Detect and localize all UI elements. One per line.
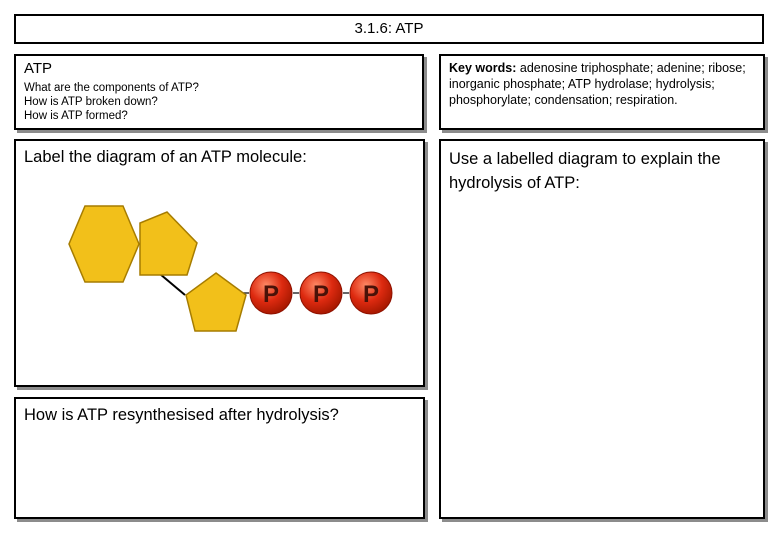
resynthesis-box [14,397,425,519]
keywords-paragraph [449,60,755,108]
glycosidic-bond-line [160,274,185,295]
intro-question: How is ATP formed? [24,110,128,122]
intro-box [14,54,424,130]
keywords-label: Key words: [449,61,517,75]
phosphate-label: P [362,281,380,308]
phosphate-group [250,272,292,314]
hydrolysis-prompt: Use a labelled diagram to explain the hydrolysis of ATP: [449,150,721,192]
atp-molecule-diagram [52,191,402,341]
phosphate-label: P [262,281,280,308]
ribose-pentagon-shape [186,273,246,331]
adenine-pentagon-shape [140,212,197,275]
keywords-box [439,54,765,130]
phosphate-group [350,272,392,314]
intro-question: What are the components of ATP? [24,82,199,94]
diagram-box [14,139,425,387]
diagram-prompt: Label the diagram of an ATP molecule: [24,148,307,166]
hydrolysis-box [439,139,765,519]
intro-question: How is ATP broken down? [24,96,158,108]
adenine-hexagon-shape [69,206,139,282]
resynthesis-prompt: How is ATP resynthesised after hydrolysis? [24,406,339,424]
phosphate-group [300,272,342,314]
title-box [14,14,764,44]
intro-heading: ATP [24,60,53,77]
page-title: 3.1.6: ATP [354,20,424,37]
keywords-text: adenosine triphosphate; adenine; ribose; inorganic phosphate; ATP hydrolase; hydrolysis; phosphorylate; condensation; respiration. [449,61,746,107]
phosphate-label: P [312,281,330,308]
